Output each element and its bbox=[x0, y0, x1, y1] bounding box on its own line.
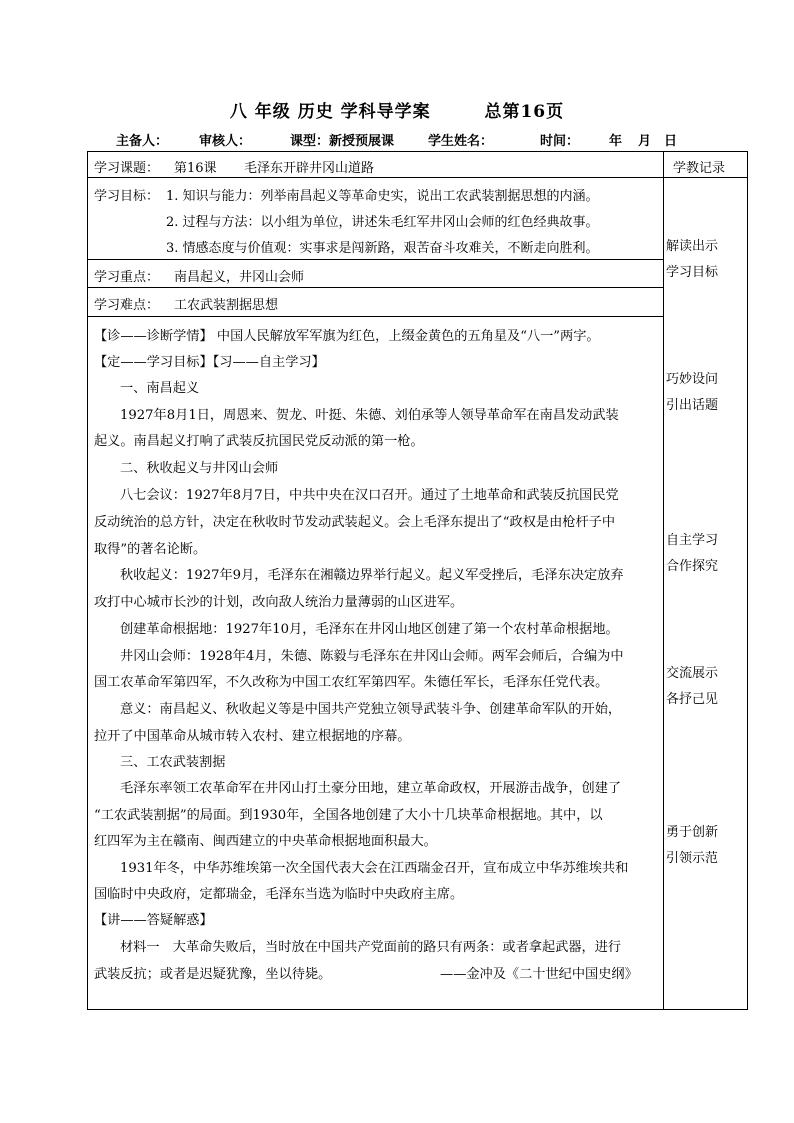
table-border-bottom bbox=[87, 1009, 748, 1010]
paragraph-line: 取得”的著名论断。 bbox=[94, 542, 207, 557]
side-note-line: 引领示范 bbox=[666, 851, 719, 866]
paragraph-line: 创建革命根据地：1927年10月，毛泽东在井冈山地区创建了第一个农村革命根据地。 bbox=[120, 622, 619, 637]
side-note-line: 交流展示 bbox=[666, 666, 719, 681]
table-border-right bbox=[747, 151, 748, 1010]
define-line: 【定——学习目标】【习——自主学习】 bbox=[94, 355, 325, 370]
key-value: 南昌起义，井冈山会师 bbox=[174, 270, 305, 285]
student-label: 学生姓名： bbox=[428, 134, 494, 149]
side-note-line: 引出话题 bbox=[666, 398, 719, 413]
side-note-line: 解读出示 bbox=[666, 239, 719, 254]
paragraph-line: 红四军为主在赣南、闽西建立的中央革命根据地面积最大。 bbox=[94, 834, 437, 849]
paragraph-line: 毛泽东率领工农革命军在井冈山打土豪分田地，建立革命政权，开展游击战争，创建了 bbox=[120, 781, 622, 796]
time-label: 时间： bbox=[540, 134, 580, 149]
paragraph-line: “工农武装割据”的局面。到1930年，全国各地创建了大小十几块革命根据地。其中，以 bbox=[94, 808, 603, 823]
side-note-line: 勇于创新 bbox=[666, 825, 719, 840]
side-note-line: 巧妙设问 bbox=[666, 372, 719, 387]
goal-item: 2. 过程与方法：以小组为单位，讲述朱毛红军井冈山会师的红色经典故事。 bbox=[166, 215, 599, 230]
month-label: 月 bbox=[638, 134, 652, 149]
row-divider bbox=[663, 177, 748, 178]
reviewer-label: 审核人： bbox=[199, 134, 252, 149]
paragraph-line: 攻打中心城市长沙的计划，改向敌人统治力量薄弱的山区进军。 bbox=[94, 595, 464, 610]
topic-title: 毛泽东开辟井冈山道路 bbox=[244, 161, 375, 176]
side-note-line: 自主学习 bbox=[666, 533, 719, 548]
goal-item: 1. 知识与能力：列举南昌起义等革命史实，说出工农武装割据思想的内涵。 bbox=[166, 189, 599, 204]
difficulty-label: 学习难点： bbox=[94, 298, 160, 313]
section-title: 三、工农武装割据 bbox=[120, 755, 226, 770]
side-note-line: 各抒己见 bbox=[666, 692, 719, 707]
difficulty-value: 工农武装割据思想 bbox=[174, 298, 279, 313]
lesson-type: 课型：新授预展课 bbox=[290, 134, 395, 149]
section-title: 二、秋收起义与井冈山会师 bbox=[120, 461, 279, 476]
year-label: 年 bbox=[609, 134, 623, 149]
paragraph-line: 井冈山会师：1928年4月，朱德、陈毅与毛泽东在井冈山会师。两军会师后，合编为中 bbox=[120, 649, 624, 664]
paragraph-line: 国临时中央政府，定都瑞金，毛泽东当选为临时中央政府主席。 bbox=[94, 887, 464, 902]
diagnose-line: 【诊——诊断学情】 中国人民解放军军旗为红色，上缀金黄色的五角星及“八一”两字。 bbox=[94, 329, 600, 344]
section-title: 一、南昌起义 bbox=[120, 381, 200, 396]
table-border-top bbox=[87, 151, 748, 152]
key-label: 学习重点： bbox=[94, 270, 160, 285]
goals-label: 学习目标： bbox=[94, 189, 160, 204]
explain-line: 【讲——答疑解惑】 bbox=[94, 913, 213, 928]
side-note bbox=[666, 528, 736, 580]
topic-lesson: 第16课 bbox=[174, 161, 217, 176]
paragraph-line: 秋收起义：1927年9月，毛泽东在湘赣边界举行起义。起义军受挫后，毛泽东决定放弃 bbox=[120, 568, 624, 583]
side-note bbox=[666, 661, 736, 713]
side-note bbox=[666, 367, 736, 419]
side-note bbox=[666, 820, 736, 872]
paragraph-line: 拉开了中国革命从城市转入农村、建立根据地的序幕。 bbox=[94, 729, 411, 744]
paragraph-line: 反动统治的总方针，决定在秋收时节发动武装起义。会上毛泽东提出了“政权是由枪杆子中 bbox=[94, 515, 616, 530]
host-label: 主备人： bbox=[116, 134, 169, 149]
page-title bbox=[0, 97, 794, 122]
row-divider bbox=[87, 177, 663, 178]
row-divider bbox=[87, 259, 663, 260]
paragraph-line: 起义。南昌起义打响了武装反抗国民党反动派的第一枪。 bbox=[94, 434, 424, 449]
material-line: 武装反抗；或者是迟疑犹豫，坐以待毙。 bbox=[94, 967, 332, 982]
material-line: 材料一 大革命失败后，当时放在中国共产党面前的路只有两条：或者拿起武器，进行 bbox=[120, 940, 622, 955]
paragraph-line: 八七会议：1927年8月7日，中共中央在汉口召开。通过了土地革命和武装反抗国民党 bbox=[120, 488, 619, 503]
side-note-line: 合作探究 bbox=[666, 559, 719, 574]
table-border-left bbox=[87, 151, 88, 1010]
table-column-divider bbox=[663, 151, 664, 1010]
paragraph-line: 1931年冬，中华苏维埃第一次全国代表大会在江西瑞金召开，宣布成立中华苏维埃共和 bbox=[120, 861, 629, 876]
paragraph-line: 国工农革命军第四军，不久改称为中国工农红军第四军。朱德任军长，毛泽东任党代表。 bbox=[94, 675, 609, 690]
material-source: ——金冲及《二十世纪中国史纲》 bbox=[440, 967, 638, 982]
paragraph-line: 1927年8月1日，周恩来、贺龙、叶挺、朱德、刘伯承等人领导革命军在南昌发动武装 bbox=[120, 408, 619, 423]
paragraph-line: 意义：南昌起义、秋收起义等是中国共产党独立领导武装斗争、创建革命军队的开始， bbox=[120, 702, 622, 717]
page-total: 总第16页 bbox=[484, 102, 565, 122]
side-note-line: 学习目标 bbox=[666, 265, 719, 280]
title-text: 八 年级 历史 学科导学案 bbox=[229, 102, 431, 122]
side-note bbox=[666, 234, 736, 286]
row-divider bbox=[87, 316, 663, 317]
day-label: 日 bbox=[664, 134, 678, 149]
topic-label: 学习课题： bbox=[94, 161, 160, 176]
row-divider bbox=[87, 287, 663, 288]
side-header: 学教记录 bbox=[673, 161, 726, 176]
goal-item: 3. 情感态度与价值观：实事求是闯新路，艰苦奋斗攻难关，不断走向胜利。 bbox=[166, 241, 599, 256]
